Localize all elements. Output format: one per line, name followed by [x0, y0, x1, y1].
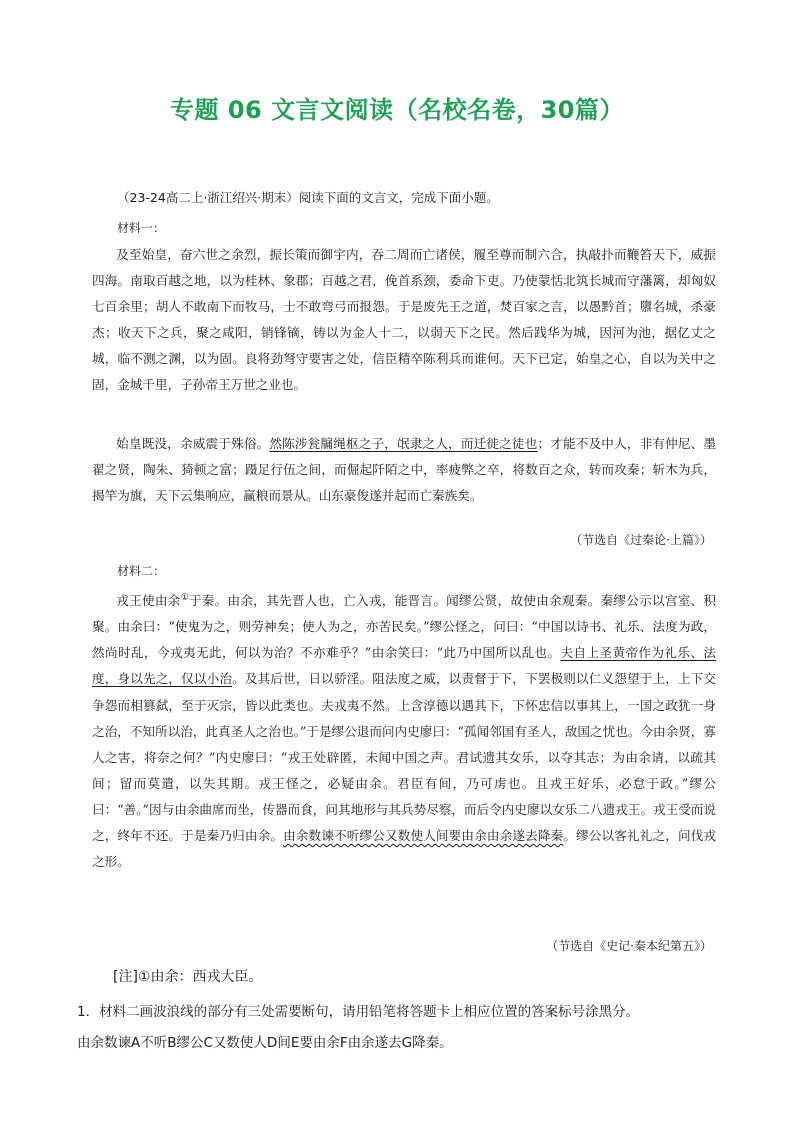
material1-paragraph-2 — [92, 431, 716, 509]
material2-text-d: 。缪公以客礼礼之，问伐戎之形。 — [92, 828, 717, 870]
material1-p2-text-b: ；才能不及中人，非有仲尼、墨翟之贤，陶朱、猗顿之富；蹑足行伍之间，而倔起阡陌之中，率疲弊之卒，将数百之众，转而攻秦；斩木为兵，揭竿为旗，天下云集响应，赢粮而景从。山东豪俊遂并起而亡秦族矣。 — [92, 436, 717, 504]
material1-p1-text: 及至始皇，奋六世之余烈，振长策而御宇内，吞二周而亡诸侯，履至尊而制六合，执敲扑而鞭笞天下，威振四海。南取百越之地，以为桂林、象郡；百越之君，俛首系颈，委命下吏。乃使蒙恬北筑长城而守藩篱，却匈奴七百余里；胡人不敢南下而牧马，士不敢弯弓而报怨。于是废先王之道，焚百家之言，以愚黔首；隳名城，杀豪杰；收天下之兵，聚之咸阳，销锋镝，铸以为金人十二，以弱天下之民。然后践华为城，因河为池，据亿丈之城，临不测之渊，以为固。良将劲弩守要害之处，信臣精卒陈利兵而谁何。天下已定，始皇之心，自以为关中之固，金城千里，子孙帝王万世之业也。 — [92, 247, 716, 393]
underlined-sentence-2: 夫自上圣黄帝作为礼乐、法度，身以先之，仅以小治 — [92, 645, 716, 687]
material2-text-a: 戎王使由余 — [116, 593, 181, 609]
footnote: [注]①由余：西戎大臣。 — [113, 969, 263, 985]
material1-paragraph-1 — [92, 242, 716, 399]
wavy-underlined-sentence: 由余数谏不听缪公又数使人间要由余由余遂去降秦 — [283, 828, 564, 844]
material2-label: 材料二： — [117, 564, 166, 578]
intro-instruction: （23-24高二上·浙江绍兴·期末）阅读下面的文言文，完成下面小题。 — [117, 190, 499, 205]
material2-paragraph — [92, 585, 716, 875]
material2-source: （节选自《史记·秦本纪第五》） — [546, 939, 712, 953]
material2-text-c: 。及其后世，日以骄淫。阻法度之威，以责督于下，下罢极则以仁义怨望于上，上下交争怨而相篡弑，至于灭宗，皆以此类也。夫戎夷不然。上含淳德以遇其下，下怀忠信以事其上，一国之政犹一身之治，不知所以治，此真圣人之治也。”于是缪公退而问内史廖曰：“孤闻邻国有圣人，敌国之忧也。今由余贤，寡人之害，将奈之何？”内史廖曰：“戎王处辟匿，未闻中国之声。君试遗其女乐，以夺其志；为由余请，以疏其间；留而莫遣，以失其期。戎王怪之，必疑由余。君臣有间，乃可虏也。且戎王好乐，必怠于政。”缪公曰：“善。”因与由余曲席而坐，传器而食，问其地形与其兵势尽察，而后令内史廖以女乐二八遗戎王。戎王受而说之，终年不还。于是秦乃归由余。 — [92, 671, 717, 844]
question-1-options: 由余数谏A不听B缪公C又数使人D间E要由余F由余遂去G降秦。 — [77, 1035, 453, 1051]
question-1: 1．材料二画波浪线的部分有三处需要断句，请用铅笔将答题卡上相应位置的答案标号涂黑分。 — [77, 1004, 640, 1020]
material1-p2-text-a: 始皇既没，余威震于殊俗。 — [116, 436, 270, 451]
footnote-mark: ① — [180, 593, 189, 603]
material2-text-b: 于秦。由余，其先晋人也，亡入戎，能晋言。闻缪公贤，故使由余观秦。秦缪公示以宫室、积聚。由余曰：“使鬼为之，则劳神矣；使人为之，亦苦民矣。”缪公怪之，问曰：“中国以诗书、礼乐、法度为政，然尚时乱，今戎夷无此，何以为治？不亦难乎？”由余笑曰：“此乃中国所以乱也。 — [92, 593, 717, 661]
material1-label: 材料一： — [117, 221, 166, 235]
page-title: 专题 06 文言文阅读（名校名卷，30篇） — [169, 96, 624, 124]
material1-source: （节选自《过秦论·上篇》） — [570, 533, 712, 547]
underlined-sentence-1: 然陈涉瓮牖绳枢之子，氓隶之人，而迁徙之徒也 — [269, 436, 538, 451]
